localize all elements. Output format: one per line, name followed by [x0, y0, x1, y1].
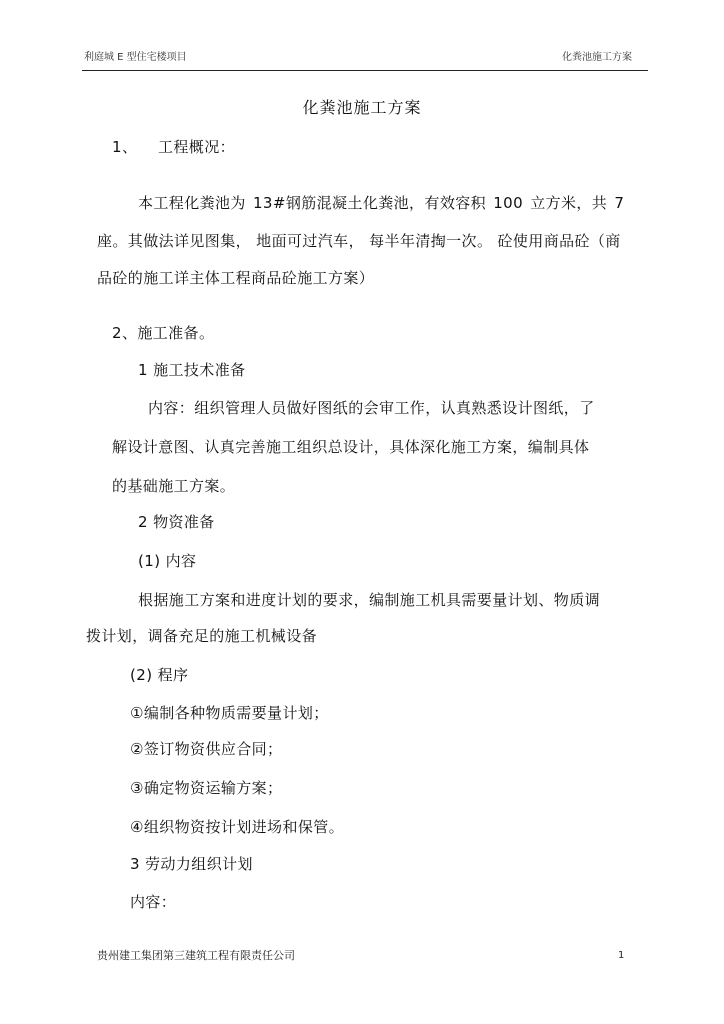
header-project-name: 利庭城 E 型住宅楼项目: [84, 52, 187, 63]
technical-prep-line-3: 的基础施工方案。: [112, 477, 236, 495]
document-title: 化粪池施工方案: [302, 98, 422, 117]
footer-company-name: 贵州建工集团第三建筑工程有限责任公司: [97, 949, 295, 962]
subsection-material-prep-heading: 2 物资准备: [138, 513, 215, 531]
page-header: [82, 50, 648, 71]
footer-page-number: 1: [618, 950, 625, 961]
procedure-step-1: ①编制各种物质需要量计划；: [130, 704, 329, 722]
section-1-heading: 工程概况：: [158, 138, 236, 156]
overview-paragraph-line-2: 座。其做法详见图集， 地面可过汽车， 每半年清掏一次。 砼使用商品砼（商: [97, 232, 621, 250]
material-prep-line-2: 拨计划，调备充足的施工机械设备: [86, 627, 318, 645]
procedure-step-3: ③确定物资运输方案；: [130, 779, 283, 797]
subsection-technical-prep-heading: 1 施工技术准备: [138, 361, 246, 379]
section-2-heading: 2、施工准备。: [112, 324, 215, 342]
labor-plan-content-label: 内容：: [130, 893, 177, 911]
section-1-number: 1、: [112, 138, 138, 156]
overview-paragraph-line-1: 本工程化粪池为 13#钢筋混凝土化粪池，有效容积 100 立方米，共 7: [138, 194, 625, 212]
subsection-labor-plan-heading: 3 劳动力组织计划: [130, 855, 253, 873]
overview-paragraph-line-3: 品砼的施工详主体工程商品砼施工方案）: [97, 269, 375, 287]
technical-prep-line-1: 内容：组织管理人员做好图纸的会审工作，认真熟悉设计图纸，了: [148, 399, 595, 417]
material-prep-content-label: (1) 内容: [138, 552, 197, 570]
material-prep-procedure-label: (2) 程序: [130, 666, 189, 684]
material-prep-line-1: 根据施工方案和进度计划的要求，编制施工机具需要量计划、物质调: [138, 591, 601, 609]
header-document-title: 化粪池施工方案: [562, 52, 632, 63]
technical-prep-line-2: 解设计意图、认真完善施工组织总设计，具体深化施工方案，编制具体: [112, 438, 590, 456]
procedure-step-2: ②签订物资供应合同；: [130, 740, 283, 758]
procedure-step-4: ④组织物资按计划进场和保管。: [130, 818, 345, 836]
